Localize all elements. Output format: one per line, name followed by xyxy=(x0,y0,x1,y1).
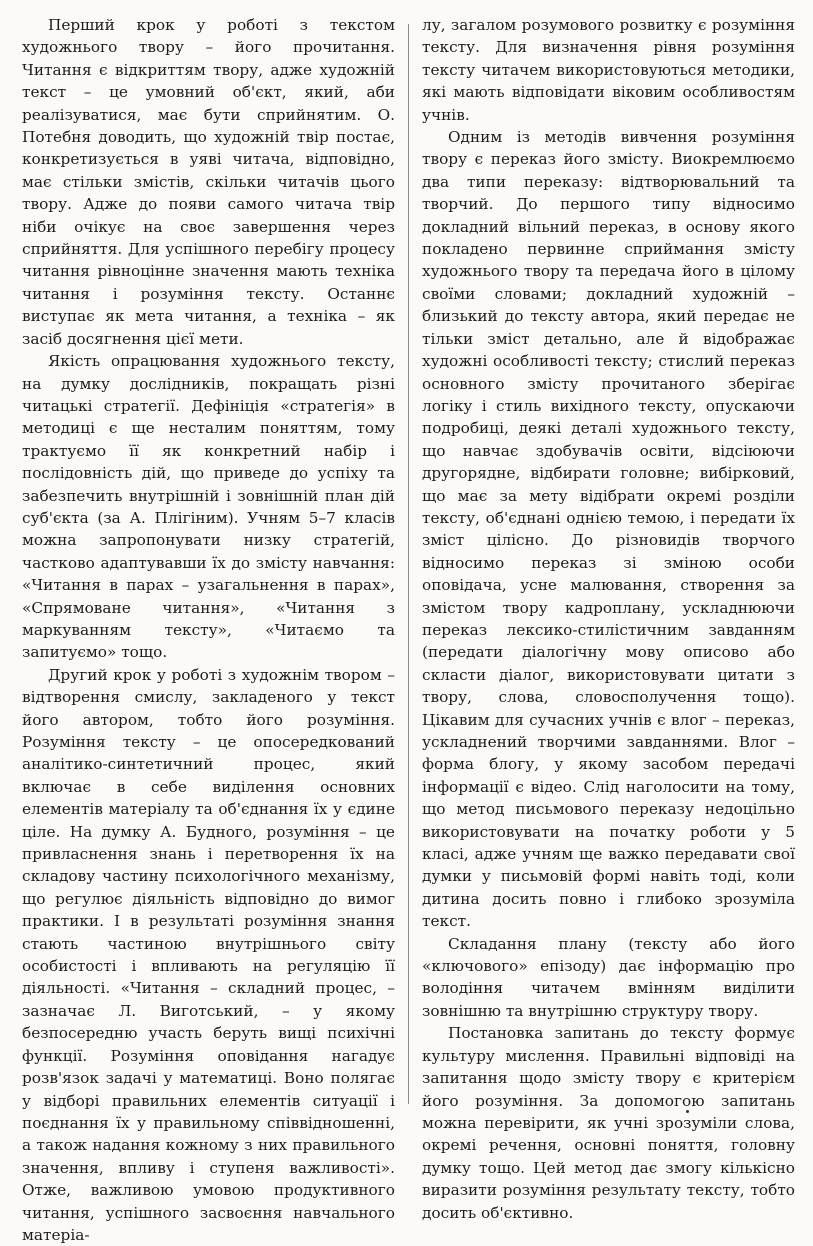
paragraph-plan: Складання плану (тексту або його «ключового» епізоду) дає інформацію про володіння читачем вмінням виділити зовнішню та внутрішню структуру твору. xyxy=(422,934,795,1020)
right-column xyxy=(422,14,795,1222)
paragraph-retelling: Одним із методів вивчення розуміння твору є переказ його змісту. Виокремлюємо два типи переказу: відтворювальний та творчий. До першого типу відносимо докладний вільний переказ, в основу якого покладено первинне сприймання змісту художнього твору та передача його в цілому своїми словами; докладний художній – близький до тексту автора, який передає не тільки зміст детально, але й відображає художні особливості тексту; стислий переказ основного змісту прочитаного зберігає логіку і стиль вихідного тексту, опускаючи подробиці, деякі деталі художнього тексту, що навчає здобувачів освіти, відсіюючи другорядне, відбирати головне; вибірковий, що має за мету відібрати окремі розділи тексту, об'єднані однією темою, і передати їх зміст цілісно. До різновидів творчого відносимо переказ зі зміною особи оповідача, усне малювання, створення за змістом твору кадроплану, ускладнюючи переказ лексико-стилістичним завданням (передати діалогічну мову описово або скласти діалог, використовувати цитати з твору, слова, словосполучення тощо). Цікавим для сучасних учнів є влог – переказ, ускладнений творчими завданнями. Влог – форма блогу, у якому засобом передачі інформації є відео. Слід наголосити на тому, що метод письмового переказу недоцільно використовувати на початку роботи у 5 класі, адже учням ще важко передавати свої думки у письмовій формі навіть тоді, коли дитина досить повно і глибоко зрозуміла текст. xyxy=(422,128,795,931)
paragraph-questions: Постановка запитань до тексту формує культуру мислення. Правильні відповіді на запитання щодо змісту твору є критерієм його розуміння. За допомогою запитань можна перевірити, як учні зрозуміли слова, окремі речення, основні поняття, головну думку тощо. Цей метод дає змогу кількісно виразити розуміння результату тексту, тобто досить об'єктивно. xyxy=(422,1024,795,1222)
paragraph-reading: Перший крок у роботі з текстом художнього твору – його прочитання. Читання є відкриттям твору, адже художній текст – це умовний об'єкт, який, аби реалізуватися, має бути сприйнятим. О. Потебня доводить, що художній твір постає, конкретизується в уяві читача, відповідно, має стільки змістів, скільки читачів цього твору. Адже до появи самого читача твір ніби очікує на своє завершення через сприйняття. Для успішного перебігу процесу читання рівноцінне значення мають техніка читання і розуміння тексту. Останнє виступає як мета читання, а техніка – як засіб досягнення цієї мети. xyxy=(22,16,395,348)
stray-mark xyxy=(686,1110,689,1113)
paragraph-understanding: Другий крок у роботі з художнім твором – відтворення смислу, закладеного у текст його автором, тобто його розуміння. Розуміння тексту – це опосередкований аналітико-синтетичний процес, який включає в себе виділення основних елементів матеріалу та об'єднання їх у єдине ціле. На думку А. Будного, розуміння – це привласнення знань і перетворення їх на складову частину психологічного механізму, що регулює діяльність відповідно до вимог практики. І в результаті розуміння знання стають частиною внутрішнього світу особистості і впливають на регуляцію її діяльності. «Читання – складний процес, – зазначає Л. Виготський, – у якому безпосередню участь беруть вищі психічні функції. Розуміння оповідання нагадує розв'язок задачі у математиці. Воно полягає у відборі правильних елементів ситуації і поєднання їх у правильному співвідношенні, а також надання кожному з них правильного значення, впливу і ступеня важливості». Отже, важливою умовою продуктивного читання, успішного засвоєння навчального матеріа- xyxy=(22,665,395,1244)
left-column xyxy=(22,14,395,1244)
two-column-layout xyxy=(22,14,795,1244)
paragraph-continuation: лу, загалом розумового розвитку є розуміння тексту. Для визначення рівня розуміння тексту читачем використовуються методики, які мають відповідати віковим особливостям учнів. xyxy=(422,16,795,124)
paragraph-strategies: Якість опрацювання художнього тексту, на думку дослідників, покращать різні читацькі стратегії. Дефініція «стратегія» в методиці є ще несталим поняттям, тому трактуємо її як конкретний набір і послідовність дій, що приведе до успіху та забезпечить внутрішній і зовнішній план дій суб'єкта (за А. Плігіним). Учням 5–7 класів можна запропонувати низку стратегій, частково адаптувавши їх до змісту навчання: «Читання в парах – узагальнення в парах», «Спрямоване читання», «Читання з маркуванням тексту», «Читаємо та запитуємо» тощо. xyxy=(22,352,395,662)
column-divider xyxy=(408,24,409,1104)
